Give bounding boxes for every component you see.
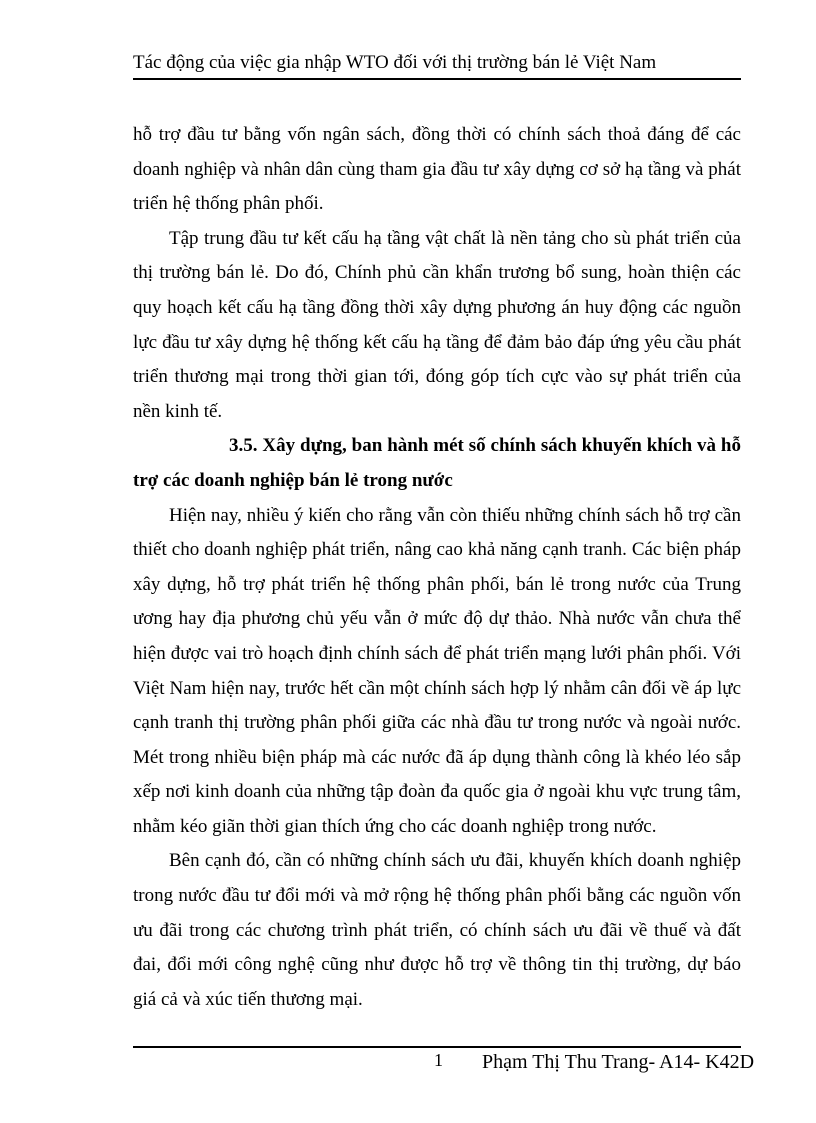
section-heading: 3.5. Xây dựng, ban hành mét số chính sách khuyến khích và hỗ trợ các doanh nghiệp bán lẻ trong nước — [133, 435, 741, 491]
paragraph-current-state: Hiện nay, nhiều ý kiến cho rằng vẫn còn thiếu những chính sách hỗ trợ cần thiết cho doanh nghiệp phát triển, nâng cao khả năng cạnh tranh. Các biện pháp xây dựng, hỗ trợ phát triển hệ thống phân phối, bán lẻ trong nước của Trung ương hay địa phương chủ yếu vẫn ở mức độ dự thảo. Nhà nước vẫn chưa thể hiện được vai trò hoạch định chính sách để phát triển mạng lưới phân phối. Với Việt Nam hiện nay, trước hết cần một chính sách hợp lý nhằm cân đối về áp lực cạnh tranh thị trường phân phối giữa các nhà đầu tư trong nước và ngoài nước. Mét trong nhiều biện pháp mà các nước đã áp dụng thành công là khéo léo sắp xếp nơi kinh doanh của những tập đoàn đa quốc gia ở ngoài khu vực trung tâm, nhằm kéo giãn thời gian thích ứng cho các doanh nghiệp trong nước. — [133, 504, 741, 837]
header-title: Tác động của việc gia nhập WTO đối với thị trường bán lẻ Việt Nam — [133, 52, 657, 73]
paragraph-incentives: Bên cạnh đó, cần có những chính sách ưu đãi, khuyến khích doanh nghiệp trong nước đầu tư đổi mới và mở rộng hệ thống phân phối bằng các nguồn vốn ưu đãi trong các chương trình phát triển, có chính sách ưu đãi về thuế và đất đai, đổi mới công nghệ cũng như được hỗ trợ về thông tin thị trường, dự báo giá cả và xúc tiến thương mại. — [133, 850, 741, 1010]
page-number: 1 — [434, 1050, 443, 1070]
paragraph-continuation: hỗ trợ đầu tư bằng vốn ngân sách, đồng thời có chính sách thoả đáng để các doanh nghiệp và nhân dân cùng tham gia đầu tư xây dựng cơ sở hạ tầng và phát triển hệ thống phân phối. — [133, 124, 741, 215]
footer-divider — [133, 1046, 741, 1048]
paragraph-infrastructure: Tập trung đầu tư kết cấu hạ tầng vật chất là nền tảng cho sù phát triển của thị trường bán lẻ. Do đó, Chính phủ cần khẩn trương bổ sung, hoàn thiện các quy hoạch kết cấu hạ tầng đồng thời xây dựng phương án huy động các nguồn lực đầu tư xây dựng hệ thống kết cấu hạ tầng để đảm bảo đáp ứng yêu cầu phát triển thương mại trong thời gian tới, đóng góp tích cực vào sự phát triển của nền kinh tế. — [133, 227, 741, 422]
running-header — [133, 48, 741, 80]
footer-author: Phạm Thị Thu Trang- A14- K42D — [482, 1051, 755, 1073]
document-body — [133, 118, 741, 1017]
